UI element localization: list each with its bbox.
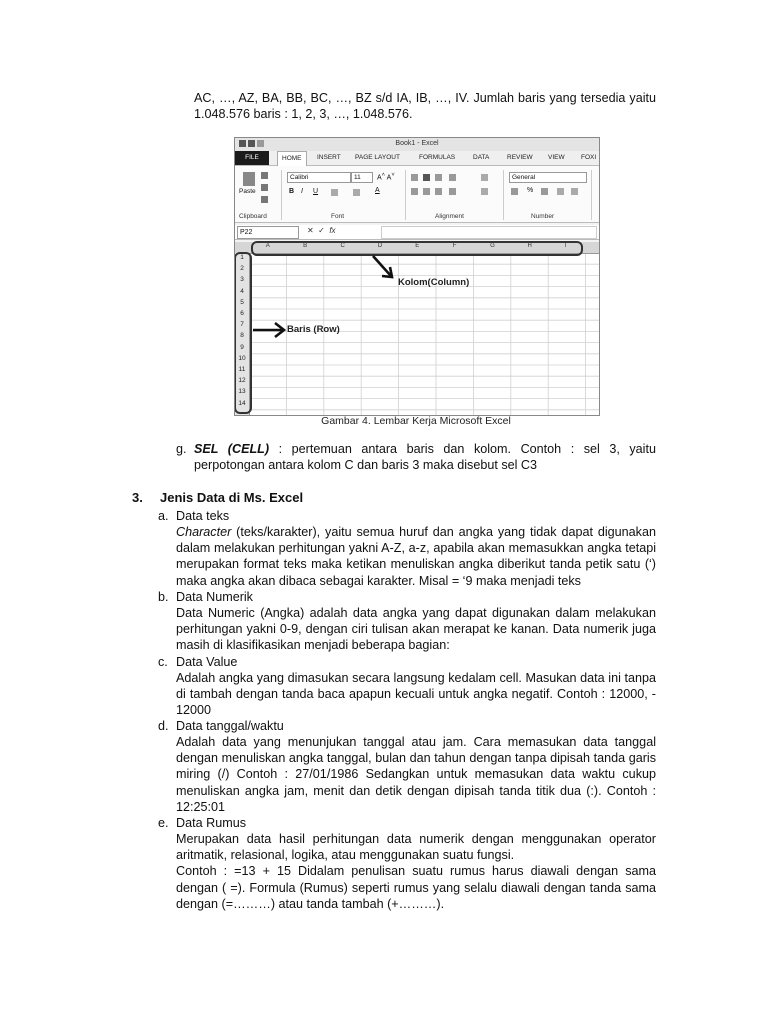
paste-icon[interactable]: [243, 172, 255, 186]
body-text-example: Contoh : =13 + 15 Didalam penulisan suatu rumus harus diawali dengan sama dengan ( =). Formula (Rumus) seperti rumus yang selalu diawali dengan tanda sama dengan (=………) atau tanda tambah (+………).: [176, 864, 656, 911]
list-heading: Data Value: [176, 655, 238, 669]
number-format-select[interactable]: General: [509, 172, 587, 183]
ribbon-separator: [281, 170, 282, 220]
comma-style-icon[interactable]: [541, 188, 548, 195]
tab-file[interactable]: FILE: [235, 151, 269, 165]
align-middle-icon[interactable]: [423, 174, 430, 181]
font-color-icon[interactable]: A: [375, 187, 380, 194]
list-body: Adalah data yang menunjukan tanggal atau jam. Cara memasukan data tanggal dengan menuliskan angka tanggal, bulan dan tahun dengan tanpa dipisah tanda garis miring (/) Contoh : 27/01/1986 Sedangkan untuk memasukan data waktu cukup menuliskan angka jam, menit dan detik dengan dipisah tanda titik dua (:). Contoh : 12:25:01: [176, 735, 656, 814]
align-top-icon[interactable]: [411, 174, 418, 181]
row-header-4[interactable]: 4: [240, 287, 244, 295]
list-heading: Data Numerik: [176, 590, 253, 604]
ribbon-home: [235, 166, 599, 223]
column-annotation: Kolom(Column): [398, 277, 470, 288]
font-name-select[interactable]: Calibri: [287, 172, 351, 183]
column-header-c[interactable]: C: [340, 243, 345, 249]
name-box[interactable]: P22: [237, 226, 299, 239]
definition-text: : pertemuan antara baris dan kolom. Contoh : sel 3, yaitu perpotongan antara kolom C dan baris 3 maka disebut sel C3: [194, 442, 656, 473]
increase-decimal-icon[interactable]: [557, 188, 564, 195]
list-label: e.: [158, 816, 169, 830]
worksheet-grid[interactable]: [235, 242, 599, 415]
list-heading: Data Rumus: [176, 816, 246, 830]
column-header-f[interactable]: F: [452, 243, 457, 249]
decrease-decimal-icon[interactable]: [571, 188, 578, 195]
body-text: Merupakan data hasil perhitungan data numerik dengan menggunakan operator aritmatik, relasional, logika, atau menggunakan suatu fungsi.: [176, 832, 656, 863]
row-header-9[interactable]: 9: [240, 343, 244, 351]
row-header-12[interactable]: 12: [238, 377, 246, 385]
ribbon-separator: [405, 170, 406, 220]
row-header-11[interactable]: 11: [238, 366, 246, 373]
tab-foxit[interactable]: FOXI: [581, 154, 597, 161]
ribbon-separator: [503, 170, 504, 220]
ribbon-tabs: [235, 151, 599, 166]
row-annotation: Baris (Row): [287, 324, 340, 335]
section-title: Jenis Data di Ms. Excel: [160, 490, 304, 505]
align-left-icon[interactable]: [411, 188, 418, 195]
row-header-6[interactable]: 6: [240, 310, 244, 317]
row-header-1[interactable]: 1: [240, 254, 244, 261]
merge-center-icon[interactable]: [481, 188, 488, 195]
underline-icon[interactable]: U: [313, 188, 319, 195]
column-header-d[interactable]: D: [377, 243, 383, 249]
indent-icon[interactable]: [449, 188, 456, 195]
list-heading: Data teks: [176, 509, 230, 523]
row-header-7[interactable]: 7: [240, 321, 244, 329]
align-right-icon[interactable]: [435, 188, 442, 195]
list-label: g.: [176, 442, 187, 456]
column-header-g[interactable]: G: [490, 243, 495, 249]
body-text: (teks/karakter), yaitu semua huruf dan angka yang tidak dapat digunakan dalam melakukan perhitungan yakni A-Z, a-z, apabila akan memasukkan angka tetapi merupakan format teks maka ketikan menuliskan angka diberikut tanda petik satu (‘) maka angka akan dibaca sebagai karakter. Misal = ‘9 maka menjadi teks: [176, 525, 656, 588]
window-title: Book1 - Excel: [395, 140, 439, 147]
accounting-format-icon[interactable]: [511, 188, 518, 195]
list-body: Data Numeric (Angka) adalah data angka yang dapat digunakan dalam melakukan perhitungan yakni 0-9, dengan ciri tulisan akan merapat ke kanan. Data numerik juga masih di klasifikasikan menjadi beberapa bagian:: [176, 606, 656, 653]
row-header-13[interactable]: 13: [238, 388, 246, 396]
enter-icon[interactable]: ✓: [318, 226, 325, 235]
formula-buttons: [307, 226, 336, 235]
row-header-10[interactable]: 10: [238, 354, 246, 362]
column-header-i[interactable]: I: [564, 243, 567, 249]
list-text: [194, 441, 656, 473]
row-header-3[interactable]: 3: [240, 276, 244, 284]
row-header-14[interactable]: 14: [238, 399, 246, 407]
percent-icon[interactable]: %: [527, 187, 534, 194]
term-character: Character: [176, 525, 232, 539]
tab-page-layout[interactable]: PAGE LAYOUT: [355, 154, 400, 161]
row-header-8[interactable]: 8: [240, 332, 244, 340]
list-label: a.: [158, 509, 169, 523]
wrap-text-icon[interactable]: [481, 174, 488, 181]
grow-shrink-font-icon[interactable]: A˄ A˅: [377, 172, 395, 182]
tab-view[interactable]: VIEW: [548, 154, 565, 161]
row-header-2[interactable]: 2: [240, 265, 244, 273]
list-body: [176, 831, 656, 912]
fill-color-icon[interactable]: [353, 189, 360, 196]
bold-icon[interactable]: B: [289, 188, 295, 195]
tab-formulas[interactable]: FORMULAS: [419, 154, 456, 161]
orientation-icon[interactable]: [449, 174, 456, 181]
formula-input[interactable]: [381, 226, 597, 239]
align-bottom-icon[interactable]: [435, 174, 442, 181]
column-header-e[interactable]: E: [415, 243, 420, 249]
figure-caption: Gambar 4. Lembar Kerja Microsoft Excel: [321, 415, 511, 427]
group-number-label: Number: [531, 213, 555, 220]
column-header-h[interactable]: H: [527, 243, 532, 249]
align-center-icon[interactable]: [423, 188, 430, 195]
column-header-a[interactable]: A: [265, 243, 270, 249]
group-alignment-label: Alignment: [435, 213, 464, 220]
cut-icon[interactable]: [261, 172, 268, 179]
column-header-b[interactable]: B: [303, 243, 308, 249]
paste-label: Paste: [239, 188, 256, 195]
formula-bar: [235, 225, 599, 240]
list-heading: Data tanggal/waktu: [176, 719, 284, 733]
column-arrow: [373, 256, 391, 276]
term-sel-cell: SEL (CELL): [194, 442, 270, 456]
group-clipboard-label: Clipboard: [239, 213, 267, 220]
list-label: c.: [158, 655, 168, 669]
list-label: b.: [158, 590, 169, 604]
excel-screenshot-figure: [234, 137, 600, 416]
copy-icon[interactable]: [261, 184, 268, 191]
tab-home[interactable]: HOME: [277, 151, 307, 166]
ribbon-separator: [591, 170, 592, 220]
list-body: Adalah angka yang dimasukan secara langsung kedalam cell. Masukan data ini tanpa di tambah dengan tanda baca apapun kecuali untuk angka negatif. Contoh : 12000, - 12000: [176, 671, 656, 718]
list-label: d.: [158, 719, 169, 733]
tab-insert[interactable]: INSERT: [317, 154, 341, 161]
tab-data[interactable]: DATA: [473, 154, 490, 161]
section-number: 3.: [132, 490, 143, 505]
group-font-label: Font: [331, 213, 345, 220]
insert-function-icon[interactable]: fx: [329, 226, 336, 235]
intro-paragraph: AC, …, AZ, BA, BB, BC, …, BZ s/d IA, IB, …, IV. Jumlah baris yang tersedia yaitu 1.048.576 baris : 1, 2, 3, …, 1.048.576.: [194, 91, 656, 122]
excel-title-bar: [235, 138, 599, 151]
cancel-icon[interactable]: ✕: [307, 226, 314, 235]
font-size-select[interactable]: 11: [351, 172, 373, 183]
row-header-5[interactable]: 5: [240, 298, 244, 306]
list-body: [176, 524, 656, 589]
format-painter-icon[interactable]: [261, 196, 268, 203]
italic-icon[interactable]: I: [301, 188, 303, 195]
borders-icon[interactable]: [331, 189, 338, 196]
tab-review[interactable]: REVIEW: [507, 154, 533, 161]
